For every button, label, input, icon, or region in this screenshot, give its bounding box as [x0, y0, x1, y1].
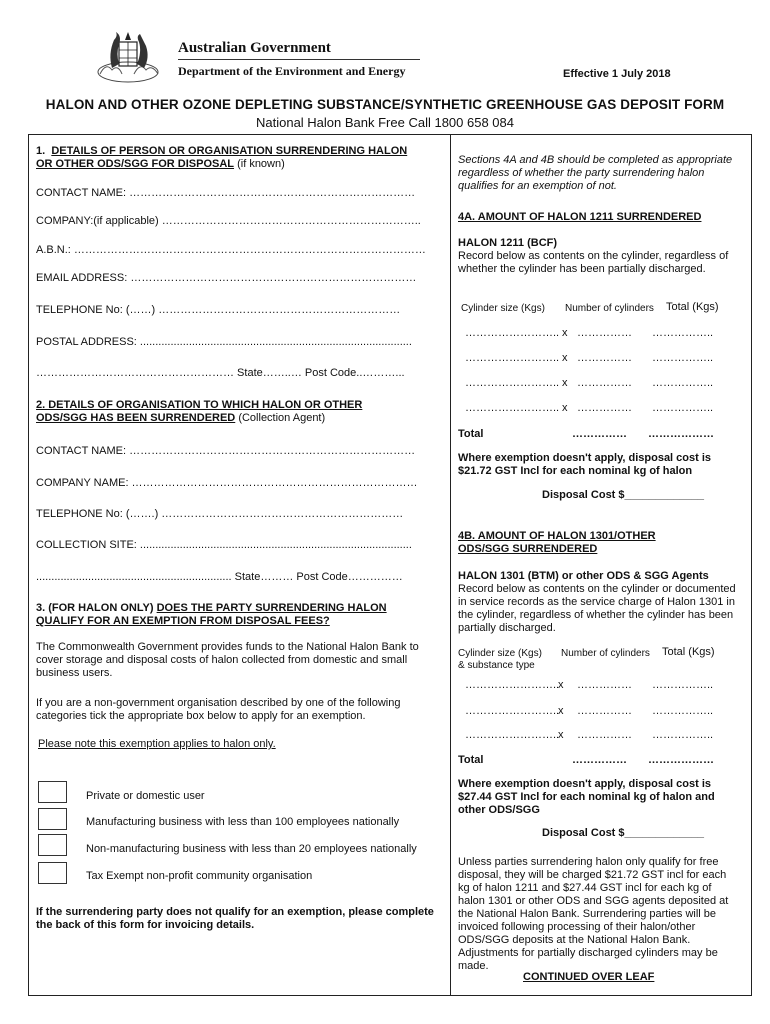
collection-site-field[interactable]: COLLECTION SITE: .........................................................................................: [36, 539, 412, 551]
row-4a-4-size[interactable]: ……………………..: [465, 402, 560, 414]
total-4b-kgs[interactable]: ………………: [648, 754, 714, 766]
checkbox-tax-exempt[interactable]: [38, 862, 67, 884]
section4a-description: Record below as contents on the cylinder, regardless of whether the cylinder has been partially discharged.: [458, 250, 729, 275]
row-4b-3-size[interactable]: ……………………..: [465, 729, 560, 741]
row-4a-3-x: x: [562, 377, 568, 389]
total-4a-label: Total: [458, 428, 484, 440]
row-4b-1-count[interactable]: ……………: [577, 679, 632, 691]
section4b-heading-line1: 4B. AMOUNT OF HALON 1301/OTHER: [458, 530, 656, 542]
section1-heading-line1: 1. DETAILS OF PERSON OR ORGANISATION SURRENDERING HALON: [36, 145, 408, 157]
disposal-cost-4a[interactable]: Disposal Cost $_____________: [542, 489, 705, 501]
checkbox-non-manufacturing[interactable]: [38, 834, 67, 856]
row-4a-4-total[interactable]: ……………..: [652, 402, 714, 414]
continued-overleaf: CONTINUED OVER LEAF: [523, 971, 655, 983]
section3-note: Please note this exemption applies to halon only.: [38, 738, 276, 750]
row-4b-1-x: x: [558, 679, 564, 691]
section1-heading-line2: OR OTHER ODS/SGG FOR DISPOSAL (if known): [36, 158, 285, 170]
row-4a-4-count[interactable]: ……………: [577, 402, 632, 414]
row-4b-2-size[interactable]: ……………………..: [465, 705, 560, 717]
section3-heading-line1: 3. (FOR HALON ONLY) DOES THE PARTY SURRENDERING HALON: [36, 602, 387, 614]
col-substance-type-b: & substance type: [458, 660, 535, 671]
row-4a-3-total[interactable]: ……………..: [652, 377, 714, 389]
row-4b-2-count[interactable]: ……………: [577, 705, 632, 717]
header-rule: [178, 59, 420, 60]
row-4b-3-count[interactable]: ……………: [577, 729, 632, 741]
effective-date: Effective 1 July 2018: [563, 68, 671, 80]
state-postcode-field[interactable]: ……………………………………………… State……..… Post Code..………...: [36, 367, 405, 379]
agent-company-name-field[interactable]: COMPANY NAME: ……………………………………………………………………: [36, 477, 418, 489]
agent-contact-name-field[interactable]: CONTACT NAME: ……………………………………………………………………: [36, 445, 416, 457]
row-4a-3-size[interactable]: ……………………..: [465, 377, 560, 389]
col-total-kgs-b: Total (Kgs): [662, 646, 715, 658]
column-divider: [450, 134, 451, 996]
checkbox-private-domestic[interactable]: [38, 781, 67, 803]
checkbox-manufacturing[interactable]: [38, 808, 67, 830]
row-4a-2-count[interactable]: ……………: [577, 352, 632, 364]
section2-heading-line2: ODS/SGG HAS BEEN SURRENDERED (Collection Agent): [36, 412, 326, 424]
total-4b-count[interactable]: ……………: [572, 754, 627, 766]
total-4b-label: Total: [458, 754, 484, 766]
row-4b-2-x: x: [558, 705, 564, 717]
section2-heading-line1: 2. DETAILS OF ORGANISATION TO WHICH HALON OR OTHER: [36, 399, 363, 411]
col-total-kgs: Total (Kgs): [666, 301, 719, 313]
telephone-field[interactable]: TELEPHONE No: (……) …………………………………………………………: [36, 304, 401, 316]
contact-name-field[interactable]: CONTACT NAME: ……………………………………………………………………: [36, 187, 416, 199]
col-cylinder-size-b: Cylinder size (Kgs): [458, 648, 542, 659]
agent-telephone-field[interactable]: TELEPHONE No: (…….) …………………………………………………………: [36, 508, 404, 520]
row-4a-2-total[interactable]: ……………..: [652, 352, 714, 364]
company-field[interactable]: COMPANY:(if applicable) ……………………………………………………………..: [36, 215, 421, 227]
row-4a-1-count[interactable]: ……………: [577, 327, 632, 339]
government-name: Australian Government: [178, 40, 331, 56]
col-number-of-cylinders: Number of cylinders: [565, 303, 654, 314]
total-4a-kgs[interactable]: ………………: [648, 428, 714, 440]
option-manufacturing: Manufacturing business with less than 100 employees nationally: [86, 816, 400, 828]
option-tax-exempt: Tax Exempt non-profit community organisation: [86, 870, 313, 882]
section4b-description: Record below as contents on the cylinder or documented in service records as the service charge of Halon 1301 in the cylinder, regardless of whether the cylinder has been partially discharged.: [458, 583, 736, 634]
coat-of-arms-logo: [92, 28, 164, 90]
agent-state-postcode-field[interactable]: ................................................................ State……… Post Code……………: [36, 571, 403, 583]
department-name: Department of the Environment and Energy: [178, 64, 406, 78]
col-cylinder-size: Cylinder size (Kgs): [461, 303, 545, 314]
total-4a-count[interactable]: ……………: [572, 428, 627, 440]
row-4b-3-total[interactable]: ……………..: [652, 729, 714, 741]
section3-paragraph-exemption: If you are a non-government organisation described by one of the following categories tick the appropriate box below to apply for an exemption.: [36, 697, 401, 722]
row-4b-1-total[interactable]: ……………..: [652, 679, 714, 691]
col-number-of-cylinders-b: Number of cylinders: [561, 648, 650, 659]
option-private-domestic: Private or domestic user: [86, 790, 205, 802]
postal-address-field[interactable]: POSTAL ADDRESS: .........................................................................................: [36, 336, 412, 348]
row-4b-3-x: x: [558, 729, 564, 741]
email-field[interactable]: EMAIL ADDRESS: ……………………………………………………………………: [36, 272, 417, 284]
section4b-heading-line2: ODS/SGG SURRENDERED: [458, 543, 598, 555]
option-non-manufacturing: Non-manufacturing business with less than 20 employees nationally: [86, 843, 417, 855]
section4b-fee-note: Where exemption doesn't apply, disposal cost is $27.44 GST Incl for each nominal kg of halon and other ODS/SGG: [458, 778, 715, 816]
row-4a-4-x: x: [562, 402, 568, 414]
row-4a-1-size[interactable]: ……………………..: [465, 327, 560, 339]
section4b-subheading: HALON 1301 (BTM) or other ODS & SGG Agents: [458, 570, 709, 582]
row-4b-1-size[interactable]: ……………………..: [465, 679, 560, 691]
form-subtitle: National Halon Bank Free Call 1800 658 084: [255, 115, 514, 130]
row-4b-2-total[interactable]: ……………..: [652, 705, 714, 717]
closing-paragraph: Unless parties surrendering halon only qualify for free disposal, they will be charged $21.72 GST incl for each kg of halon 1211 and $27.44 GST incl for each kg of halon 1301 or other ODS and SGG agents deposited at the National Halon Bank. Surrendering parties will be invoiced following processing of their halon/other ODS/SGG deposits at the National Halon Bank. Adjustments for partially discharged cylinders may be made.: [458, 856, 729, 972]
section3-footer-note: If the surrendering party does not qualify for an exemption, please complete the back of this form for invoicing details.: [36, 906, 434, 931]
row-4a-3-count[interactable]: ……………: [577, 377, 632, 389]
section3-heading-line2: QUALIFY FOR AN EXEMPTION FROM DISPOSAL FEES?: [36, 615, 330, 627]
section3-paragraph-funding: The Commonwealth Government provides funds to the National Halon Bank to cover storage and disposal costs of halon collected from domestic and small business users.: [36, 641, 419, 679]
row-4a-1-total[interactable]: ……………..: [652, 327, 714, 339]
section4a-fee-note: Where exemption doesn't apply, disposal cost is $21.72 GST Incl for each nominal kg of halon: [458, 452, 712, 477]
section4a-heading: 4A. AMOUNT OF HALON 1211 SURRENDERED: [458, 211, 702, 223]
row-4a-2-x: x: [562, 352, 568, 364]
sections-intro: Sections 4A and 4B should be completed as appropriate regardless of whether the party surrendering halon qualifies for an exemption of not.: [458, 154, 733, 192]
row-4a-1-x: x: [562, 327, 568, 339]
disposal-cost-4b[interactable]: Disposal Cost $_____________: [542, 827, 705, 839]
abn-field[interactable]: A.B.N.: ……………………………………………………………………………………: [36, 244, 426, 256]
section4a-subheading: HALON 1211 (BCF): [458, 237, 558, 249]
row-4a-2-size[interactable]: ……………………..: [465, 352, 560, 364]
form-title: HALON AND OTHER OZONE DEPLETING SUBSTANCE/SYNTHETIC GREENHOUSE GAS DEPOSIT FORM: [45, 97, 725, 112]
